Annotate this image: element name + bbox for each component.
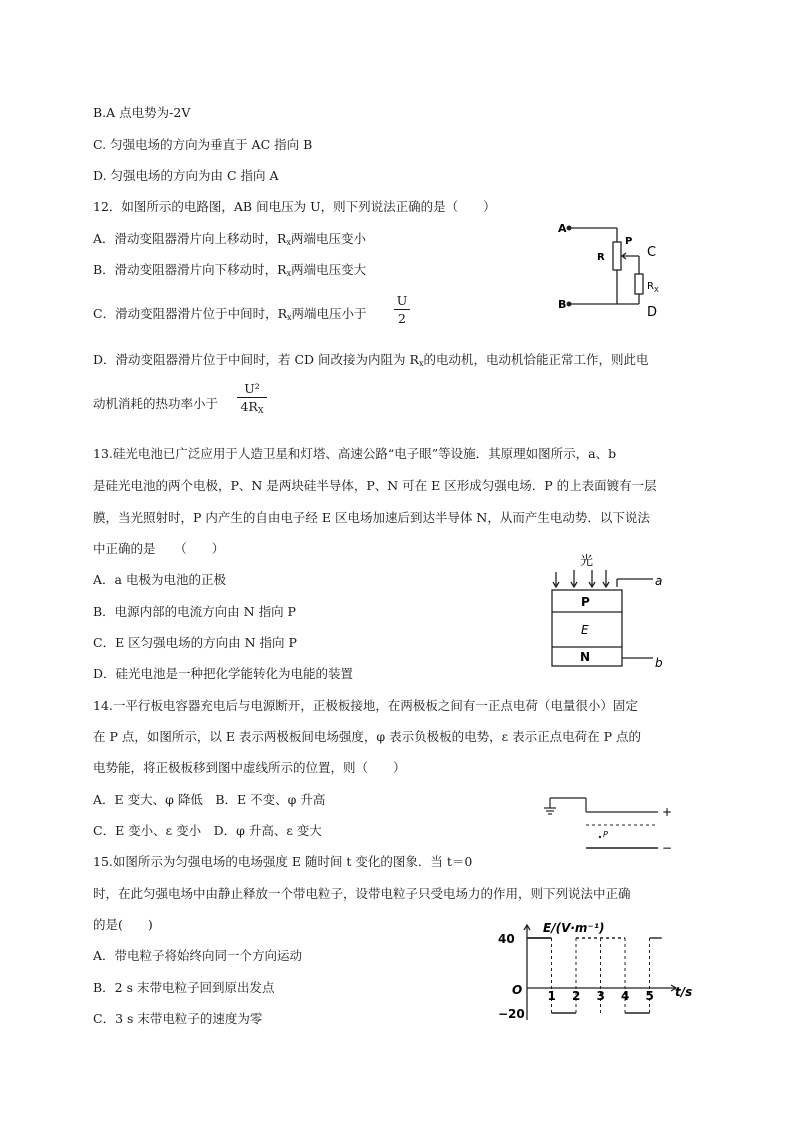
q12-option-b: B．滑动变阻器滑片向下移动时，$R_x$两端电压变大 xyxy=(93,262,367,278)
label-p-point: P xyxy=(603,830,608,839)
q11-option-c: C. 匀强电场的方向为垂直于 AC 指向 B xyxy=(93,137,313,152)
fraction-numerator: U xyxy=(396,293,408,308)
fraction-denominator: $4R_X$ xyxy=(240,399,264,415)
x-axis-label: t/s xyxy=(675,985,693,999)
label-n-region: N xyxy=(580,650,591,664)
q15-option-c: C．3 s 末带电粒子的速度为零 xyxy=(93,1011,263,1026)
label-a-electrode: a xyxy=(655,574,663,588)
q12-option-d-line2: 动机消耗的热功率小于 xyxy=(93,396,219,411)
q13-line1: 13.硅光电池已广泛应用于人造卫星和灯塔、高速公路“电子眼”等设施．其原理如图所示，a、b xyxy=(93,446,617,461)
terminal-b-dot xyxy=(567,302,572,307)
label-c: C xyxy=(647,245,657,260)
q12-circuit-diagram xyxy=(555,212,675,327)
label-p: P xyxy=(625,236,633,247)
y-tick-label: 40 xyxy=(498,932,515,946)
q11-option-b: B.A 点电势为-2V xyxy=(93,105,191,120)
x-tick-label: 4 xyxy=(621,989,630,1003)
q14-line2: 在 P 点，如图所示，以 E 表示两极板间电场强度，φ 表示负极板的电势，ε 表示正点电荷在 P 点的 xyxy=(93,729,641,744)
q13-option-c: C．E 区匀强电场的方向由 N 指向 P xyxy=(93,635,297,650)
label-plus: + xyxy=(662,805,673,819)
q13-option-b: B．电源内部的电流方向由 N 指向 P xyxy=(93,604,296,619)
fraction-denominator: 2 xyxy=(398,311,406,326)
q15-option-a: A．带电粒子将始终向同一个方向运动 xyxy=(93,948,303,963)
q13-solar-cell-diagram xyxy=(548,550,678,670)
q13-option-a: A．a 电极为电池的正极 xyxy=(93,572,226,587)
q12-c-fraction xyxy=(394,293,410,326)
x-tick-label: 5 xyxy=(645,989,654,1003)
label-b-electrode: b xyxy=(655,656,663,670)
label-p-region: P xyxy=(581,595,590,609)
rheostat-resistor xyxy=(613,242,621,270)
q12-d-fraction xyxy=(237,381,267,415)
x-tick-label: 2 xyxy=(572,989,581,1003)
q14-capacitor-diagram xyxy=(540,792,680,854)
label-r: R xyxy=(597,252,605,263)
label-b: B xyxy=(558,298,567,311)
q14-options-ab: A．E 变大、φ 降低 B．E 不变、φ 升高 xyxy=(93,792,326,807)
point-charge-dot xyxy=(599,836,601,838)
q13-line4: 中正确的是 （ ） xyxy=(93,541,225,556)
label-light: 光 xyxy=(580,554,594,569)
q14-line3: 电势能，将正极板移到图中虚线所示的位置，则（ ） xyxy=(93,760,406,775)
q15-option-b: B．2 s 末带电粒子回到原出发点 xyxy=(93,980,275,995)
label-e-region: E xyxy=(581,623,589,637)
q14-line1: 14.一平行板电容器充电后与电源断开，正极板接地，在两极板之间有一正点电荷（电量很小）固定 xyxy=(93,698,638,713)
q13-line2: 是硅光电池的两个电极，P、N 是两块硅半导体，P、N 可在 E 区形成匀强电场．P 的上表面镀有一层 xyxy=(93,478,657,493)
q15-e-t-chart xyxy=(495,918,705,1026)
label-a: A xyxy=(558,222,567,235)
q12-stem: 12．如图所示的电路图，AB 间电压为 U，则下列说法正确的是（ ） xyxy=(93,199,496,214)
y-tick-label: −20 xyxy=(498,1007,525,1021)
label-rx: $R_X$ xyxy=(647,281,659,294)
y-axis-label: E/(V·m⁻¹) xyxy=(543,921,605,935)
q12-option-a: A．滑动变阻器滑片向上移动时，$R_x$两端电压变小 xyxy=(93,231,366,247)
q12-option-c: C．滑动变阻器滑片位于中间时，$R_x$两端电压小于 xyxy=(93,306,367,322)
q15-line3: 的是( ) xyxy=(93,917,153,932)
terminal-a-dot xyxy=(567,226,572,231)
fraction-numerator: U² xyxy=(244,381,260,396)
q13-option-d: D．硅光电池是一种把化学能转化为电能的装置 xyxy=(93,666,354,681)
q13-line3: 膜，当光照射时，P 内产生的自由电子经 E 区电场加速后到达半导体 N，从而产生电动势．以下说法 xyxy=(93,510,650,525)
q15-line2: 时，在此匀强电场中由静止释放一个带电粒子，设带电粒子只受电场力的作用，则下列说法中正确 xyxy=(93,886,631,901)
rx-resistor xyxy=(635,274,643,294)
origin-label: O xyxy=(512,983,523,997)
label-minus: − xyxy=(662,841,673,854)
q14-options-cd: C．E 变小、ε 变小 D．φ 升高、ε 变大 xyxy=(93,823,322,838)
q11-option-d: D. 匀强电场的方向为由 C 指向 A xyxy=(93,168,279,183)
x-tick-label: 1 xyxy=(547,989,556,1003)
q15-line1: 15.如图所示为匀强电场的电场强度 E 随时间 t 变化的图象．当 t＝0 xyxy=(93,854,473,869)
label-d: D xyxy=(647,305,658,320)
q12-option-d-line1: D．滑动变阻器滑片位于中间时，若 CD 间改接为内阻为 $R_x$的电动机，电动机恰能正常工作，则此电 xyxy=(93,352,649,368)
x-tick-label: 3 xyxy=(596,989,605,1003)
